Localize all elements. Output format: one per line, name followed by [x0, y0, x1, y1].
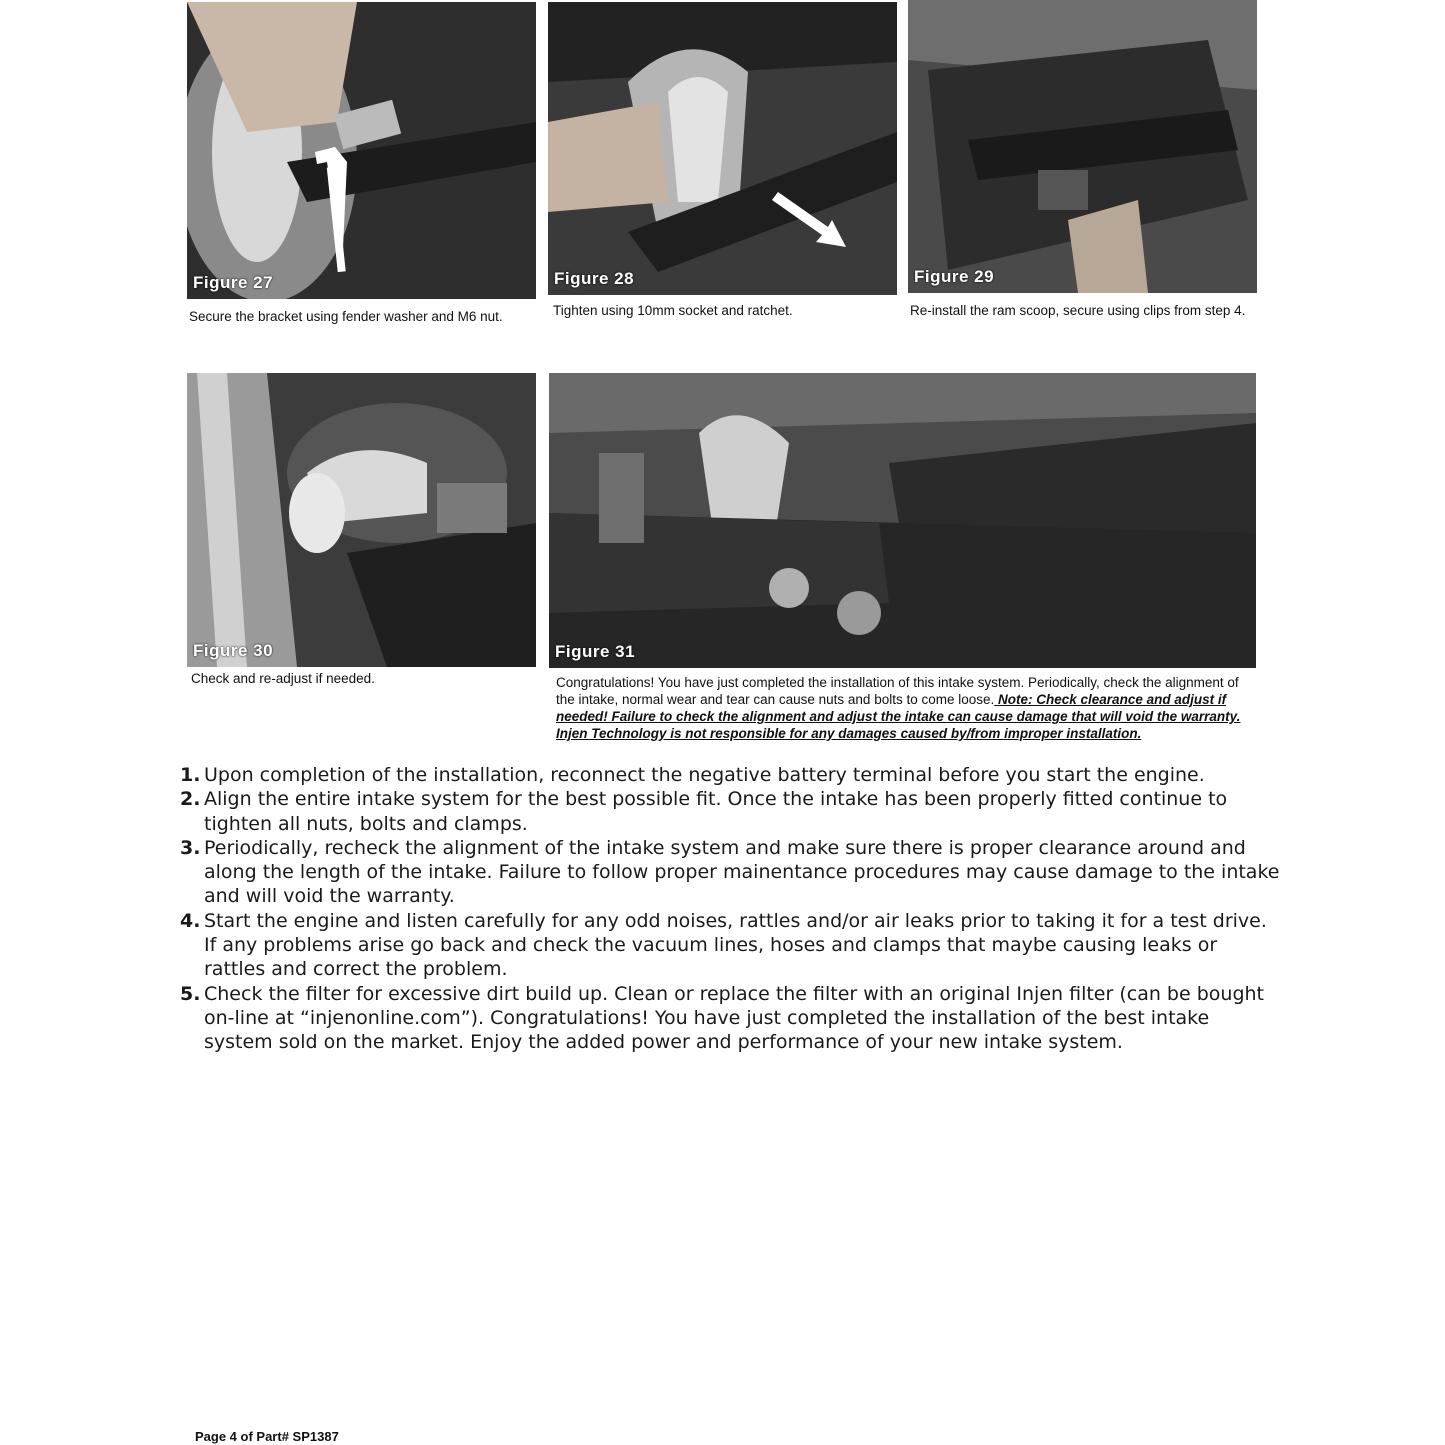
- figure-28-caption: Tighten using 10mm socket and ratchet.: [553, 303, 793, 318]
- figure-30-caption: Check and re-adjust if needed.: [191, 671, 375, 686]
- congratulations-text: Congratulations! You have just completed the installation of this intake system. Periodically, check the alignment of the intake, normal wear and tear can cause nuts and bolts to come loose.: [556, 675, 1239, 707]
- step-text: Upon completion of the installation, reconnect the negative battery terminal before you start the engine.: [204, 764, 1205, 786]
- engine-photo-image: [187, 2, 536, 299]
- step-number: 1.: [180, 764, 201, 786]
- final-steps-list: [180, 763, 1280, 1055]
- step-number: 3.: [180, 836, 201, 859]
- engine-photo-image: [187, 373, 536, 667]
- page-footer: Page 4 of Part# SP1387: [195, 1429, 339, 1444]
- figure-29-photo: [908, 0, 1257, 293]
- figure-label: Figure 28: [554, 269, 635, 288]
- step-item: [180, 787, 1280, 836]
- figure-label: Figure 27: [193, 273, 274, 292]
- figure-31-photo: [549, 373, 1256, 668]
- figure-label: Figure 31: [555, 642, 636, 661]
- engine-photo-image: [548, 2, 897, 295]
- step-item: [180, 836, 1280, 909]
- step-number: 2.: [180, 788, 201, 811]
- figure-27-caption: Secure the bracket using fender washer and M6 nut.: [189, 309, 503, 324]
- figure-30-photo: [187, 373, 536, 667]
- engine-photo-image: [549, 373, 1256, 668]
- step-item: [180, 763, 1280, 787]
- step-text: Align the entire intake system for the best possible fit. Once the intake has been properly fitted continue to tighten all nuts, bolts and clamps.: [204, 788, 1228, 835]
- step-text: Start the engine and listen carefully for any odd noises, rattles and/or air leaks prior to taking it for a test drive. If any problems arise go back and check the vacuum lines, hoses and clamps that maybe causing leaks or rattles and correct the problem.: [204, 909, 1267, 981]
- engine-photo-image: [908, 0, 1257, 293]
- step-item: [180, 982, 1280, 1055]
- step-number: 4.: [180, 909, 201, 932]
- figure-label: Figure 29: [914, 267, 995, 286]
- figure-28-photo: [548, 2, 897, 295]
- step-text: Check the filter for excessive dirt build up. Clean or replace the filter with an original Injen filter (can be bought on-line at “injenonline.com”). Congratulations! You have just completed the installation of the best intake system sold on the market. Enjoy the added power and performance of your new intake system.: [204, 982, 1264, 1054]
- warranty-note: Note: Check clearance and adjust if needed! Failure to check the alignment and adjust the intake can cause damage that will void the warranty. Injen Technology is not responsible for any damages caused by/from improper installation.: [556, 692, 1241, 741]
- figure-label: Figure 30: [193, 641, 274, 660]
- step-text: Periodically, recheck the alignment of the intake system and make sure there is proper clearance around and along the length of the intake. Failure to follow proper mainentance procedures may cause damage to the intake and will void the warranty.: [204, 836, 1280, 908]
- step-number: 5.: [180, 982, 201, 1005]
- figure-27-photo: [187, 2, 536, 299]
- figure-31-caption: [556, 674, 1251, 742]
- step-item: [180, 909, 1280, 982]
- figure-29-caption: Re-install the ram scoop, secure using clips from step 4.: [910, 303, 1246, 318]
